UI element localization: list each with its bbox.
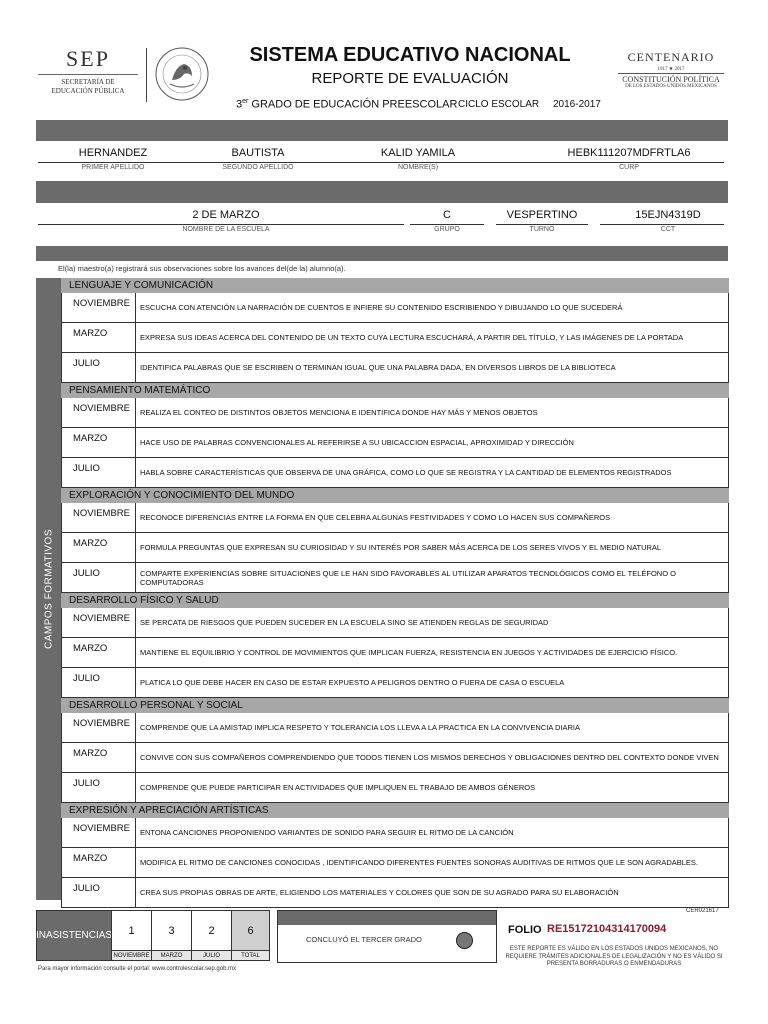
page-title: SISTEMA EDUCATIVO NACIONAL bbox=[249, 44, 571, 66]
cycle-label: CICLO ESCOLAR bbox=[458, 99, 540, 110]
sep-logo: SEP SECRETARÍA DE EDUCACIÓN PÚBLICA bbox=[38, 46, 138, 96]
folio-value: RE15172104314170094 bbox=[547, 923, 667, 935]
section-header: PENSAMIENTO MATEMÁTICO bbox=[61, 383, 729, 398]
row-month: JULIO bbox=[62, 773, 136, 802]
names-caption: NOMBRE(S) bbox=[397, 164, 439, 171]
portal-info: Para mayor información consulte el portal: www.controlescolar.sep.gob.mx bbox=[38, 966, 237, 972]
observation-row bbox=[61, 743, 729, 773]
observation-row bbox=[61, 398, 729, 428]
student-underline bbox=[38, 162, 724, 163]
absences-label: INASISTENCIAS bbox=[37, 911, 111, 960]
section-header: EXPLORACIÓN Y CONOCIMIENTO DEL MUNDO bbox=[61, 488, 729, 503]
observation-row bbox=[61, 563, 729, 593]
observation-row bbox=[61, 848, 729, 878]
row-month: MARZO bbox=[62, 533, 136, 562]
group-underline bbox=[410, 224, 484, 225]
school-section-band bbox=[36, 181, 728, 203]
row-observation: COMPARTE EXPERIENCIAS SOBRE SITUACIONES QUE LE HAN SIDO FAVORABLES AL UTILIZAR APARATOS TECNOLÓGICOS COMO EL TELÉFONO O COMPUTADORAS bbox=[140, 568, 676, 587]
absences-july: 2 JULIO bbox=[191, 911, 231, 960]
report-header bbox=[0, 0, 768, 118]
completion-mark-icon bbox=[456, 932, 473, 949]
row-month: JULIO bbox=[62, 458, 136, 487]
certificate-code: CER021617 bbox=[686, 908, 719, 914]
cct-value: 15EJN4319D bbox=[635, 209, 701, 221]
completion-text: CONCLUYÓ EL TERCER GRADO bbox=[306, 935, 422, 944]
row-observation: FORMULA PREGUNTAS QUE EXPRESAN SU CURIOSIDAD Y SU INTERÉS POR SABER MÁS ACERCA DE LOS SERES VIVOS Y EL MEDIO NATURAL bbox=[140, 543, 662, 552]
row-month: JULIO bbox=[62, 878, 136, 907]
observation-row bbox=[61, 608, 729, 638]
cct-underline bbox=[600, 224, 724, 225]
row-observation: MODIFICA EL RITMO DE CANCIONES CONOCIDAS , IDENTIFICANDO DIFERENTES FUENTES SONORAS AUDITIVAS DE RITMOS QUE LE SON AGRADABLES. bbox=[140, 858, 698, 867]
observation-row bbox=[61, 428, 729, 458]
absences-november: 1 NOVIEMBRE bbox=[111, 911, 151, 960]
row-month: NOVIEMBRE bbox=[62, 818, 136, 847]
row-observation: CONVIVE CON SUS COMPAÑEROS COMPRENDIENDO QUE TODOS TIENEN LOS MISMOS DERECHOS Y OBLIGACIONES DENTRO DEL CONTEXTO DONDE VIVEN bbox=[140, 753, 719, 762]
row-observation: RECONOCE DIFERENCIAS ENTRE LA FORMA EN QUE CELEBRA ALGUNAS FESTIVIDADES Y COMO LO HACEN SUS COMPAÑEROS bbox=[140, 513, 611, 522]
first-surname: HERNANDEZ bbox=[78, 147, 148, 159]
row-month: MARZO bbox=[62, 743, 136, 772]
row-observation: MANTIENE EL EQUILIBRIO Y CONTROL DE MOVIMIENTOS QUE IMPLICAN FUERZA, RESISTENCIA EN JUEGOS Y ACTIVIDADES DE EJERCICIO FÍSICO. bbox=[140, 648, 678, 657]
cct-caption: CCT bbox=[660, 226, 676, 233]
row-observation: CREA SUS PROPIAS OBRAS DE ARTE, ELIGIENDO LOS MATERIALES Y COLORES QUE SON DE SU AGRADO PARA SU ELABORACIÓN bbox=[140, 888, 619, 897]
row-month: JULIO bbox=[62, 353, 136, 382]
group-caption: GRUPO bbox=[434, 226, 460, 233]
observation-row bbox=[61, 353, 729, 383]
row-month: JULIO bbox=[62, 668, 136, 697]
absences-march: 3 MARZO bbox=[151, 911, 191, 960]
observation-row bbox=[61, 878, 729, 908]
shift-value: VESPERTINO bbox=[506, 209, 578, 221]
completion-box bbox=[277, 910, 497, 963]
row-observation: ENTONA CANCIONES PROPONIENDO VARIANTES DE SONIDO PARA SEGUIR EL RITMO DE LA CANCIÓN bbox=[140, 828, 514, 837]
second-surname-caption: SEGUNDO APELLIDO bbox=[222, 164, 294, 171]
student-names: KALID YAMILA bbox=[380, 147, 456, 159]
student-section-band bbox=[36, 120, 728, 141]
logo-divider bbox=[146, 48, 147, 102]
section-header: DESARROLLO FÍSICO Y SALUD bbox=[61, 593, 729, 608]
school-name-caption: NOMBRE DE LA ESCUELA bbox=[182, 226, 270, 233]
page-subtitle: REPORTE DE EVALUACIÓN bbox=[311, 70, 509, 87]
row-month: NOVIEMBRE bbox=[62, 713, 136, 742]
absences-box bbox=[36, 910, 270, 961]
first-surname-caption: PRIMER APELLIDO bbox=[81, 164, 145, 171]
second-surname: BAUTISTA bbox=[231, 147, 285, 159]
curp-caption: CURP bbox=[619, 164, 639, 171]
section-header: DESARROLLO PERSONAL Y SOCIAL bbox=[61, 698, 729, 713]
validity-disclaimer: ESTE REPORTE ES VÁLIDO EN LOS ESTADOS UNIDOS MEXICANOS, NO REQUIERE TRÁMITES ADICIONALES DE LEGALIZACIÓN Y NO ES VÁLIDO SI PRESENTA BORRADURAS O ENMENDADURAS bbox=[505, 946, 723, 967]
row-month: NOVIEMBRE bbox=[62, 293, 136, 322]
row-month: NOVIEMBRE bbox=[62, 503, 136, 532]
shift-caption: TURNO bbox=[529, 226, 555, 233]
row-observation: IDENTIFICA PALABRAS QUE SE ESCRIBEN O TERMINAN IGUAL QUE UNA PALABRA DADA, EN DIVERSOS LIBROS DE LA BIBLIOTECA bbox=[140, 363, 616, 372]
row-observation: SE PERCATA DE RIESGOS QUE PUEDEN SUCEDER EN LA ESCUELA SINO SE ATIENDEN REGLAS DE SEGURIDAD bbox=[140, 618, 549, 627]
campos-formativos-sidebar bbox=[36, 278, 61, 900]
row-month: MARZO bbox=[62, 323, 136, 352]
observation-row bbox=[61, 713, 729, 743]
shift-underline bbox=[496, 224, 588, 225]
row-observation: COMPRENDE QUE LA AMISTAD IMPLICA RESPETO Y TOLERANCIA LOS LLEVA A LA PRACTICA EN LA CONVIVENCIA DIARIA bbox=[140, 723, 581, 732]
row-month: MARZO bbox=[62, 848, 136, 877]
row-month: NOVIEMBRE bbox=[62, 608, 136, 637]
row-month: JULIO bbox=[62, 563, 136, 592]
row-observation: HABLA SOBRE CARACTERÍSTICAS QUE OBSERVA DE UNA GRÁFICA, COMO LO QUE SE REGISTRA Y LA CANTIDAD DE ELEMENTOS REGISTRADOS bbox=[140, 468, 672, 477]
teacher-note: El(la) maestro(a) registrará sus observaciones sobre los avances del(de la) alumno(a). bbox=[58, 264, 346, 273]
school-name: 2 DE MARZO bbox=[192, 209, 260, 221]
section-header: EXPRESIÓN Y APRECIACIÓN ARTÍSTICAS bbox=[61, 803, 729, 818]
row-observation: ESCUCHA CON ATENCIÓN LA NARRACIÓN DE CUENTOS E INFIERE SU CONTENIDO ESCRIBIENDO Y DIBUJANDO LO QUE SUCEDERÁ bbox=[140, 303, 623, 312]
observation-row bbox=[61, 818, 729, 848]
row-month: MARZO bbox=[62, 428, 136, 457]
group-value: C bbox=[443, 209, 451, 221]
centenario-logo: CENTENARIO 1917 ★ 2017 CONSTITUCIÓN POLÍTICA DE LOS ESTADOS UNIDOS MEXICANOS bbox=[618, 50, 724, 89]
observation-row bbox=[61, 503, 729, 533]
row-observation: HACE USO DE PALABRAS CONVENCIONALES AL REFERIRSE A SU UBICACCION ESPACIAL, APROXIMIDAD Y DIRECCIÓN bbox=[140, 438, 574, 447]
observation-row bbox=[61, 638, 729, 668]
row-month: MARZO bbox=[62, 638, 136, 667]
mexico-seal-icon bbox=[154, 46, 210, 102]
absences-total: 6 TOTAL bbox=[231, 911, 269, 960]
school-name-underline bbox=[38, 224, 404, 225]
row-observation: COMPRENDE QUE PUEDE PARTICIPAR EN ACTIVIDADES QUE IMPLIQUEN EL TRABAJO DE AMBOS GÉNEROS bbox=[140, 783, 536, 792]
row-observation: PLATICA LO QUE DEBE HACER EN CASO DE ESTAR EXPUESTO A PELIGROS DENTRO O FUERA DE CASA O ESCUELA bbox=[140, 678, 565, 687]
row-month: NOVIEMBRE bbox=[62, 398, 136, 427]
folio-label: FOLIO bbox=[508, 924, 542, 936]
observation-row bbox=[61, 668, 729, 698]
observation-row bbox=[61, 773, 729, 803]
campos-formativos-label: CAMPOS FORMATIVOS bbox=[43, 529, 54, 649]
observation-row bbox=[61, 458, 729, 488]
observation-row bbox=[61, 293, 729, 323]
observations-band bbox=[36, 246, 728, 261]
cycle-value: 2016-2017 bbox=[553, 99, 601, 110]
campos-formativos-table bbox=[61, 278, 729, 908]
curp-value: HEBK111207MDFRTLA6 bbox=[567, 147, 691, 159]
observation-row bbox=[61, 533, 729, 563]
row-observation: REALIZA EL CONTEO DE DISTINTOS OBJETOS MENCIONA E IDENTIFICA DONDE HAY MÁS Y MENOS OBJETOS bbox=[140, 408, 538, 417]
grade-label: 3er GRADO DE EDUCACIÓN PREESCOLAR bbox=[236, 98, 458, 111]
row-observation: EXPRESA SUS IDEAS ACERCA DEL CONTENIDO DE UN TEXTO CUYA LECTURA ESCUCHARÁ, A PARTIR DEL TÍTULO, Y LAS IMÁGENES DE LA PORTADA bbox=[140, 333, 684, 342]
section-header: LENGUAJE Y COMUNICACIÓN bbox=[61, 278, 729, 293]
observation-row bbox=[61, 323, 729, 353]
